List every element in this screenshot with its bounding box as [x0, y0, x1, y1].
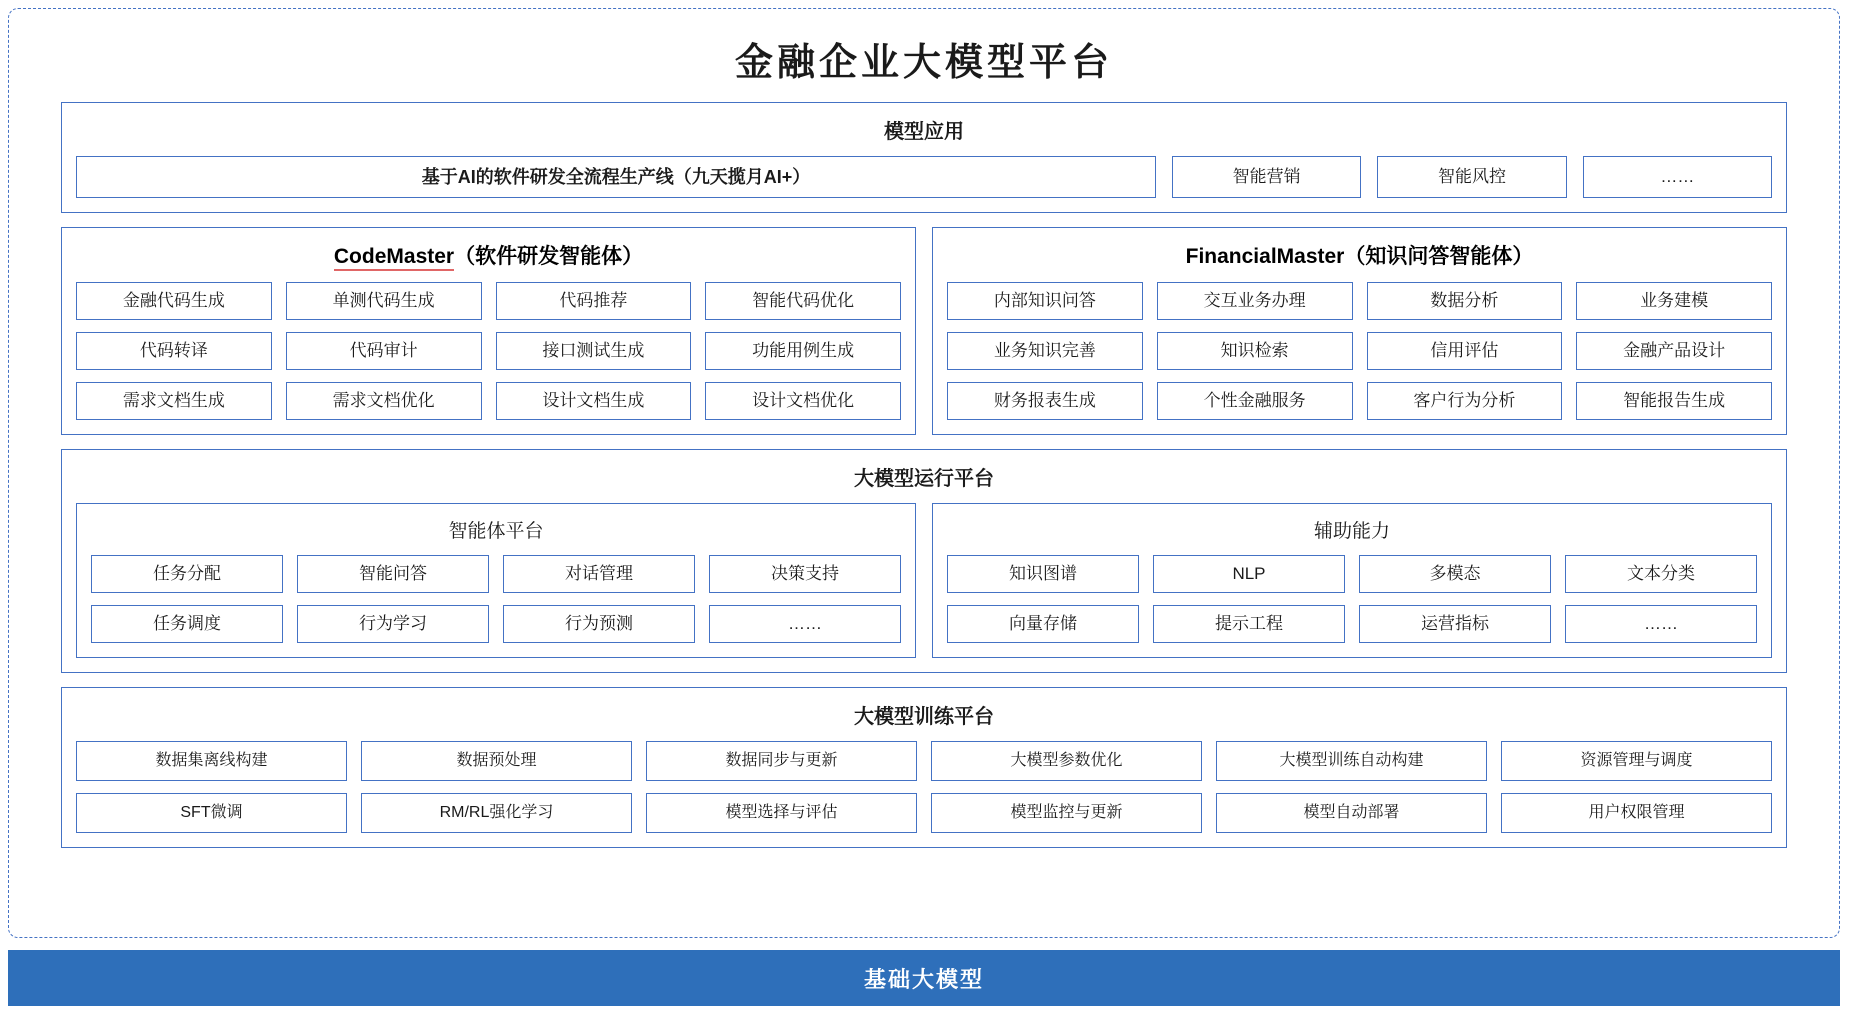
codemaster-item-5[interactable]: 代码转译	[76, 332, 272, 370]
runtime-panel-support-grid	[947, 555, 1757, 643]
financialmaster-item-2[interactable]: 交互业务办理	[1157, 282, 1353, 320]
section-title-model-application: 模型应用	[884, 121, 964, 143]
runtime-panel-agent-title: 智能体平台	[448, 521, 544, 542]
agent-financialmaster	[932, 227, 1787, 435]
agent-platform-item-6[interactable]: 行为学习	[297, 605, 489, 643]
financialmaster-item-3[interactable]: 数据分析	[1367, 282, 1563, 320]
agent-codemaster-title	[76, 240, 901, 270]
runtime-panel-agent	[76, 503, 916, 658]
training-item-6[interactable]: 资源管理与调度	[1501, 741, 1772, 781]
support-item-1[interactable]: 知识图谱	[947, 555, 1139, 593]
training-item-2[interactable]: 数据预处理	[361, 741, 632, 781]
app-item-risk-control[interactable]: 智能风控	[1377, 156, 1566, 198]
runtime-panel-support-title: 辅助能力	[1313, 521, 1390, 542]
agent-codemaster	[61, 227, 916, 435]
app-item-more[interactable]: ……	[1583, 156, 1772, 198]
section-title-runtime-platform: 大模型运行平台	[854, 468, 994, 490]
training-item-10[interactable]: 模型监控与更新	[931, 793, 1202, 833]
runtime-columns	[76, 503, 1772, 658]
agent-financialmaster-name-cn: （知识问答智能体）	[1344, 245, 1534, 268]
training-item-9[interactable]: 模型选择与评估	[646, 793, 917, 833]
training-item-1[interactable]: 数据集离线构建	[76, 741, 347, 781]
codemaster-item-7[interactable]: 接口测试生成	[496, 332, 692, 370]
codemaster-item-6[interactable]: 代码审计	[286, 332, 482, 370]
agents-row	[61, 227, 1787, 435]
agent-platform-item-7[interactable]: 行为预测	[503, 605, 695, 643]
section-training-platform	[61, 687, 1787, 848]
support-item-6[interactable]: 提示工程	[1153, 605, 1345, 643]
agent-financialmaster-title	[947, 240, 1772, 270]
agent-platform-item-5[interactable]: 任务调度	[91, 605, 283, 643]
financialmaster-item-9[interactable]: 财务报表生成	[947, 382, 1143, 420]
training-grid	[76, 741, 1772, 833]
financialmaster-item-10[interactable]: 个性金融服务	[1157, 382, 1353, 420]
section-title-training-platform: 大模型训练平台	[854, 706, 994, 728]
footer-label: 基础大模型	[863, 966, 984, 992]
section-runtime-platform	[61, 449, 1787, 673]
support-item-8[interactable]: ……	[1565, 605, 1757, 643]
training-item-3[interactable]: 数据同步与更新	[646, 741, 917, 781]
codemaster-item-3[interactable]: 代码推荐	[496, 282, 692, 320]
agent-platform-item-3[interactable]: 对话管理	[503, 555, 695, 593]
training-item-5[interactable]: 大模型训练自动构建	[1216, 741, 1487, 781]
agent-platform-item-1[interactable]: 任务分配	[91, 555, 283, 593]
footer-foundation-model	[8, 950, 1840, 1006]
agent-financialmaster-name-en: FinancialMaster	[1185, 245, 1345, 268]
codemaster-item-8[interactable]: 功能用例生成	[705, 332, 901, 370]
financialmaster-item-7[interactable]: 信用评估	[1367, 332, 1563, 370]
agent-platform-item-4[interactable]: 决策支持	[709, 555, 901, 593]
financialmaster-item-4[interactable]: 业务建模	[1576, 282, 1772, 320]
support-item-3[interactable]: 多模态	[1359, 555, 1551, 593]
training-item-8[interactable]: RM/RL强化学习	[361, 793, 632, 833]
platform-frame	[8, 8, 1840, 938]
model-application-row	[76, 156, 1772, 198]
financialmaster-item-11[interactable]: 客户行为分析	[1367, 382, 1563, 420]
agent-codemaster-name-cn: （软件研发智能体）	[454, 245, 644, 268]
financialmaster-item-1[interactable]: 内部知识问答	[947, 282, 1143, 320]
section-model-application	[61, 102, 1787, 213]
agent-platform-item-8[interactable]: ……	[709, 605, 901, 643]
support-item-4[interactable]: 文本分类	[1565, 555, 1757, 593]
agent-financialmaster-grid	[947, 282, 1772, 420]
app-main-pipeline[interactable]: 基于AI的软件研发全流程生产线（九天揽月AI+）	[76, 156, 1156, 198]
app-item-marketing[interactable]: 智能营销	[1172, 156, 1361, 198]
runtime-panel-agent-grid	[91, 555, 901, 643]
codemaster-item-11[interactable]: 设计文档生成	[496, 382, 692, 420]
page-title: 金融企业大模型平台	[734, 42, 1113, 84]
training-item-11[interactable]: 模型自动部署	[1216, 793, 1487, 833]
training-item-7[interactable]: SFT微调	[76, 793, 347, 833]
agent-platform-item-2[interactable]: 智能问答	[297, 555, 489, 593]
financialmaster-item-12[interactable]: 智能报告生成	[1576, 382, 1772, 420]
support-item-5[interactable]: 向量存储	[947, 605, 1139, 643]
codemaster-item-4[interactable]: 智能代码优化	[705, 282, 901, 320]
agent-codemaster-grid	[76, 282, 901, 420]
agent-codemaster-name-en: CodeMaster	[334, 245, 454, 271]
financialmaster-item-8[interactable]: 金融产品设计	[1576, 332, 1772, 370]
codemaster-item-2[interactable]: 单测代码生成	[286, 282, 482, 320]
training-item-4[interactable]: 大模型参数优化	[931, 741, 1202, 781]
financialmaster-item-5[interactable]: 业务知识完善	[947, 332, 1143, 370]
financialmaster-item-6[interactable]: 知识检索	[1157, 332, 1353, 370]
support-item-2[interactable]: NLP	[1153, 555, 1345, 593]
codemaster-item-1[interactable]: 金融代码生成	[76, 282, 272, 320]
support-item-7[interactable]: 运营指标	[1359, 605, 1551, 643]
codemaster-item-12[interactable]: 设计文档优化	[705, 382, 901, 420]
runtime-panel-support	[932, 503, 1772, 658]
training-item-12[interactable]: 用户权限管理	[1501, 793, 1772, 833]
codemaster-item-9[interactable]: 需求文档生成	[76, 382, 272, 420]
codemaster-item-10[interactable]: 需求文档优化	[286, 382, 482, 420]
